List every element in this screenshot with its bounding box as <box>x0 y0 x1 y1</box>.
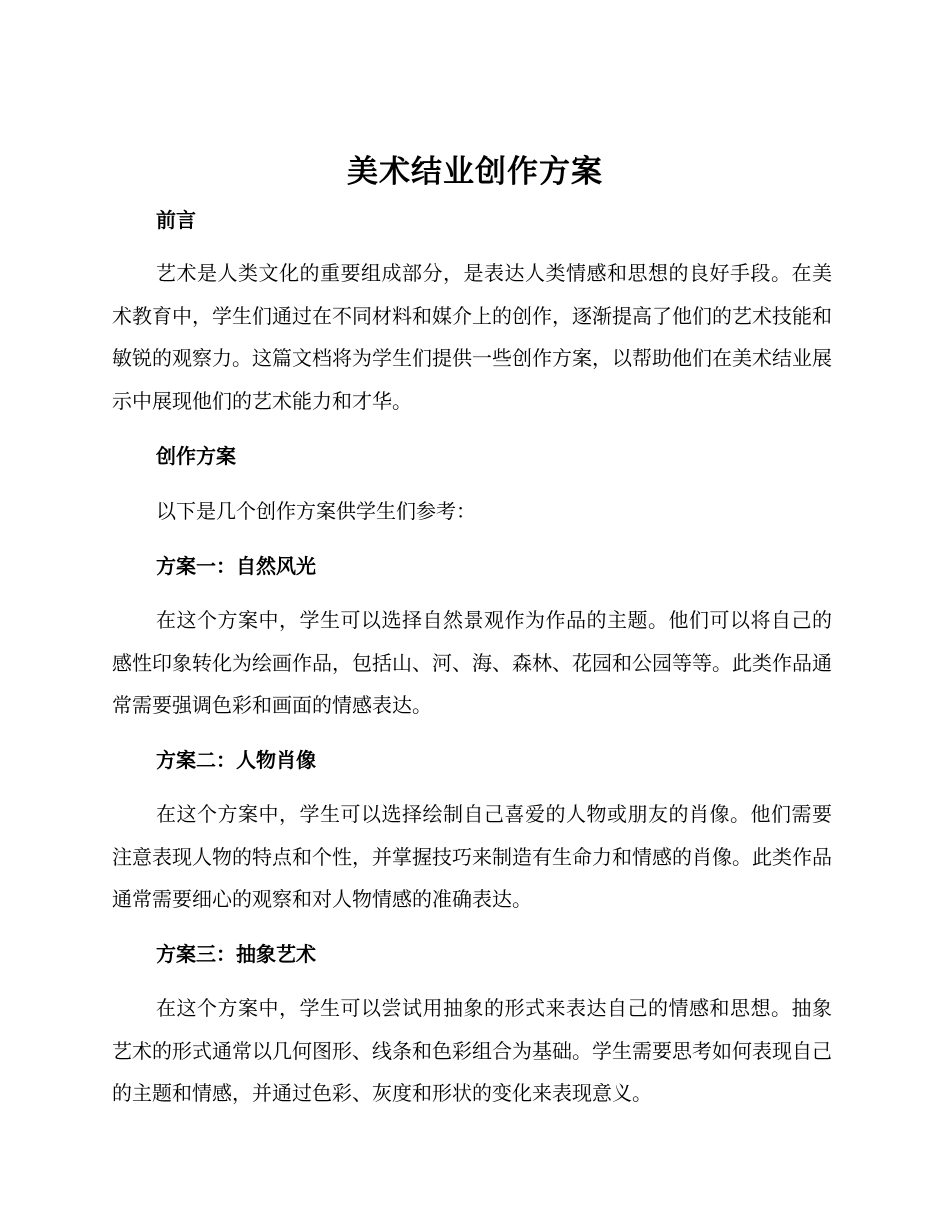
section-heading-plan-three: 方案三：抽象艺术 <box>156 942 316 966</box>
section-paragraph-plan-one: 在这个方案中，学生可以选择自然景观作为作品的主题。他们可以将自己的感性印象转化为绘画作品，包括山、河、海、森林、花园和公园等等。此类作品通常需要强调色彩和画面的情感表达。 <box>112 608 832 717</box>
section-paragraph-plan-three: 在这个方案中，学生可以尝试用抽象的形式来表达自己的情感和思想。抽象艺术的形式通常以几何图形、线条和色彩组合为基础。学生需要思考如何表现自己的主题和情感，并通过色彩、灰度和形状的变化来表现意义。 <box>112 996 832 1105</box>
section-heading-plans: 创作方案 <box>156 444 236 468</box>
section-heading-plan-two: 方案二：人物肖像 <box>156 748 316 772</box>
section-heading-plan-one: 方案一：自然风光 <box>156 554 316 578</box>
section-heading-preface: 前言 <box>156 208 196 232</box>
section-paragraph-preface: 艺术是人类文化的重要组成部分，是表达人类情感和思想的良好手段。在美术教育中，学生们通过在不同材料和媒介上的创作，逐渐提高了他们的艺术技能和敏锐的观察力。这篇文档将为学生们提供一些创作方案，以帮助他们在美术结业展示中展现他们的艺术能力和才华。 <box>112 261 832 413</box>
section-paragraph-plans: 以下是几个创作方案供学生们参考： <box>156 499 476 523</box>
document-title: 美术结业创作方案 <box>347 154 603 190</box>
section-paragraph-plan-two: 在这个方案中，学生可以选择绘制自己喜爱的人物或朋友的肖像。他们需要注意表现人物的特点和个性，并掌握技巧来制造有生命力和情感的肖像。此类作品通常需要细心的观察和对人物情感的准确表达。 <box>112 802 832 911</box>
